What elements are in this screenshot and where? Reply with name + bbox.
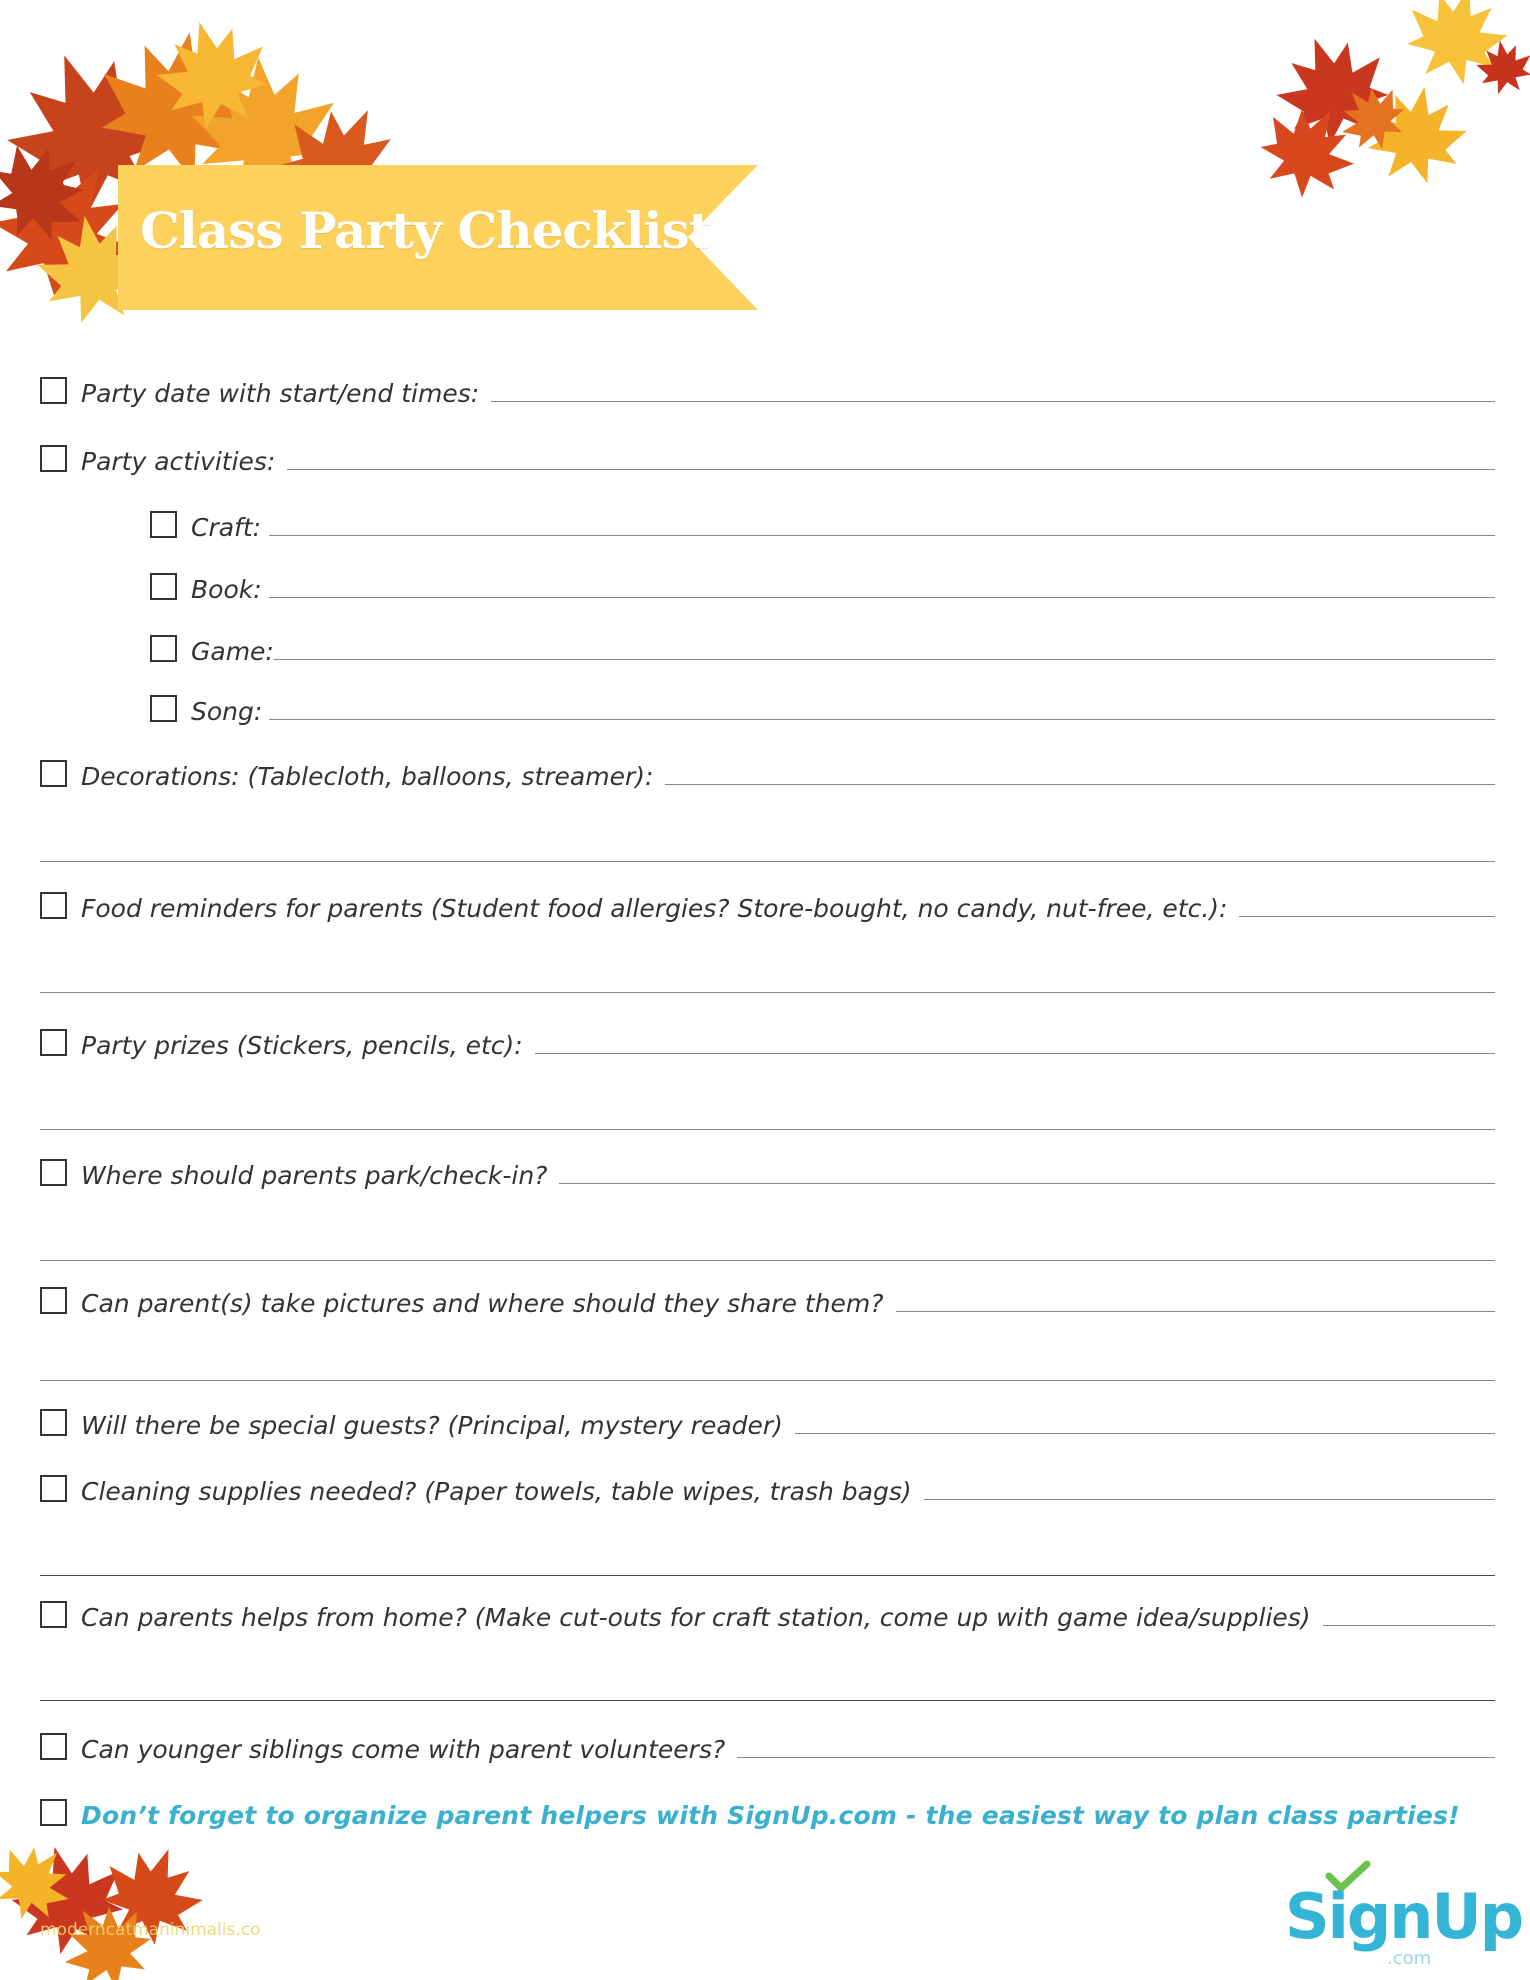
checkbox[interactable] xyxy=(150,635,177,662)
write-in-line[interactable] xyxy=(40,1260,1495,1261)
item-label: Party date with start/end times: xyxy=(81,379,480,408)
write-in-line[interactable] xyxy=(40,861,1495,862)
checklist-item xyxy=(40,885,1495,925)
watermark-text: moderncatmaninimalis.co xyxy=(40,1920,261,1940)
checkbox[interactable] xyxy=(40,377,67,404)
item-label: Cleaning supplies needed? (Paper towels, table wipes, trash bags) xyxy=(81,1477,912,1506)
checkbox[interactable] xyxy=(40,1733,67,1760)
write-in-line[interactable] xyxy=(40,1700,1495,1701)
checklist-item xyxy=(40,438,1495,478)
write-in-line[interactable] xyxy=(40,1575,1495,1576)
checklist-item xyxy=(40,1594,1495,1634)
write-in-line[interactable] xyxy=(795,1432,1495,1434)
write-in-line[interactable] xyxy=(559,1182,1495,1184)
write-in-line[interactable] xyxy=(1323,1624,1495,1626)
write-in-line[interactable] xyxy=(287,468,1495,470)
checklist-subitem xyxy=(150,628,1495,668)
checklist-item xyxy=(40,370,1495,410)
checklist-item xyxy=(40,1402,1495,1442)
write-in-line[interactable] xyxy=(40,1129,1495,1130)
checkbox[interactable] xyxy=(40,1799,67,1826)
write-in-line[interactable] xyxy=(274,658,1495,660)
checklist-item xyxy=(40,1152,1495,1192)
logo-wordmark: SignUp xyxy=(1285,1880,1523,1953)
checklist-item xyxy=(40,753,1495,793)
write-in-line[interactable] xyxy=(269,718,1495,720)
write-in-line[interactable] xyxy=(1239,915,1495,917)
checklist-subitem xyxy=(150,566,1495,606)
write-in-line[interactable] xyxy=(491,400,1495,402)
item-label: Can younger siblings come with parent volunteers? xyxy=(81,1735,726,1764)
write-in-line[interactable] xyxy=(40,992,1495,993)
item-label: Can parent(s) take pictures and where should they share them? xyxy=(81,1289,884,1318)
item-label: Decorations: (Tablecloth, balloons, streamer): xyxy=(81,762,654,791)
checkbox[interactable] xyxy=(40,1029,67,1056)
item-label: Song: xyxy=(191,697,263,726)
item-label: Craft: xyxy=(191,513,262,542)
write-in-line[interactable] xyxy=(269,596,1495,598)
item-label: Party prizes (Stickers, pencils, etc): xyxy=(81,1031,523,1060)
page-title: Class Party Checklist xyxy=(140,201,711,260)
checklist-subitem xyxy=(150,688,1495,728)
checklist-item xyxy=(40,1468,1495,1508)
write-in-line[interactable] xyxy=(896,1310,1495,1312)
checkbox[interactable] xyxy=(40,445,67,472)
write-in-line[interactable] xyxy=(737,1756,1495,1758)
item-label: Game: xyxy=(191,637,274,666)
write-in-line[interactable] xyxy=(535,1052,1495,1054)
checklist-item xyxy=(40,1022,1495,1062)
write-in-line[interactable] xyxy=(269,534,1495,536)
checklist-item xyxy=(40,1726,1495,1766)
checkbox[interactable] xyxy=(150,511,177,538)
checkbox[interactable] xyxy=(40,1409,67,1436)
item-label: Book: xyxy=(191,575,262,604)
checkbox[interactable] xyxy=(40,892,67,919)
promo-text: Don’t forget to organize parent helpers with SignUp.com - the easiest way to plan class parties! xyxy=(81,1801,1460,1830)
write-in-line[interactable] xyxy=(924,1498,1495,1500)
item-label: Where should parents park/check-in? xyxy=(81,1161,548,1190)
checkbox[interactable] xyxy=(40,1159,67,1186)
item-label: Food reminders for parents (Student food allergies? Store-bought, no candy, nut-free, etc.): xyxy=(81,894,1228,923)
checkbox[interactable] xyxy=(150,695,177,722)
autumn-leaves-bottom-left xyxy=(0,1845,260,1980)
item-label: Will there be special guests? (Principal, mystery reader) xyxy=(81,1411,783,1440)
checkbox[interactable] xyxy=(40,1475,67,1502)
title-banner xyxy=(118,165,758,310)
checkbox[interactable] xyxy=(150,573,177,600)
checkbox[interactable] xyxy=(40,760,67,787)
checkbox[interactable] xyxy=(40,1287,67,1314)
item-label: Can parents helps from home? (Make cut-outs for craft station, come up with game idea/supplies) xyxy=(81,1603,1311,1632)
checklist-item xyxy=(40,1280,1495,1320)
promo-item xyxy=(40,1792,1495,1832)
checkbox[interactable] xyxy=(40,1601,67,1628)
checklist-subitem xyxy=(150,504,1495,544)
write-in-line[interactable] xyxy=(665,783,1495,785)
autumn-leaves-top-right xyxy=(1245,0,1530,200)
write-in-line[interactable] xyxy=(40,1380,1495,1381)
signup-logo xyxy=(1285,1860,1523,1970)
logo-suffix: .com xyxy=(1387,1948,1432,1969)
item-label: Party activities: xyxy=(81,447,276,476)
